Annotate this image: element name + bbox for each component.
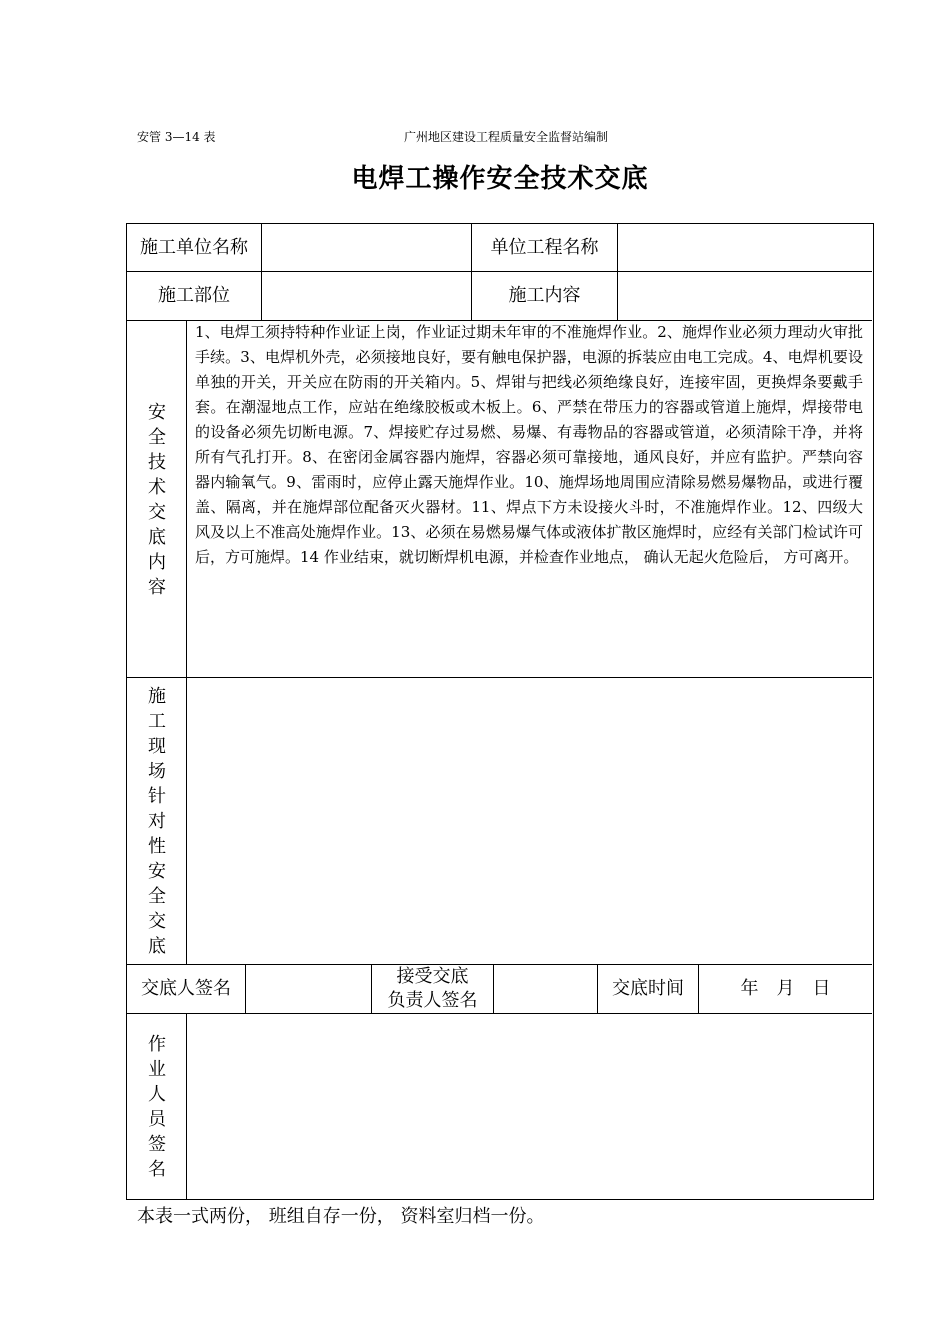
part-field[interactable]: [262, 272, 471, 320]
safety-content-text: 1、电焊工须持特种作业证上岗，作业证过期未年审的不准施焊作业。2、施焊作业必须力理动火审批手续。3、电焊机外壳，必须接地良好，要有触电保护器，电源的拆装应由电工完成。4、电焊机要设单独的开关，开关应在防雨的开关箱内。5、焊钳与把线必须绝缘良好，连接牢固，更换焊条要戴手套。在潮湿地点工作，应站在绝缘胶板或木板上。6、严禁在带压力的容器或管道上施焊，焊接带电的设备必须先切断电源。7、焊接贮存过易燃、易爆、有毒物品的容器或管道，必须清除干净，并将所有气孔打开。8、在密闭金属容器内施焊，容器必须可靠接地，通风良好，并应有监护。严禁向容器内输氧气。9、雷雨时，应停止露天施焊作业。10、施焊场地周围应清除易燃易爆物品，或进行覆盖、隔离，并在施焊部位配备灭火器材。11、焊点下方未设接火斗时，不准施焊作业。12、四级大风及以上不准高处施焊作业。13、必须在易燃易爆气体或液体扩散区施焊时，应经有关部门检试许可后，方可施焊。14 作业结束，就切断焊机电源，并检查作业地点， 确认无起火危险后， 方可离开。: [195, 323, 863, 566]
content-field[interactable]: [618, 272, 872, 320]
receiver-sign-field[interactable]: [494, 965, 597, 1013]
disclosure-form: [126, 223, 874, 1200]
workers-sign-field[interactable]: [187, 1014, 872, 1199]
footer-note: 本表一式两份， 班组自存一份， 资料室归档一份。: [137, 1206, 545, 1227]
unit-name-label: 施工单位名称: [140, 236, 248, 258]
part-label: 施工部位: [158, 285, 230, 306]
unit-name-field[interactable]: [262, 224, 471, 271]
project-name-label: 单位工程名称: [490, 236, 599, 258]
safety-content-label: 安全技术交底内容: [148, 402, 166, 598]
site-specific-field[interactable]: [187, 678, 872, 964]
site-specific-label: 施工现场针对性安全交底: [148, 686, 166, 957]
publisher: 广州地区建设工程质量安全监督站编制: [404, 130, 609, 144]
briefer-sign-label: 交底人签名: [141, 978, 231, 999]
briefer-sign-field[interactable]: [246, 965, 371, 1013]
content-label: 施工内容: [508, 285, 581, 306]
project-name-field[interactable]: [618, 224, 872, 271]
time-label: 交底时间: [612, 978, 684, 999]
receiver-sign-label-line2: 负责人签名: [387, 990, 478, 1011]
form-number: 安管 3—14 表: [137, 130, 216, 144]
workers-sign-label: 作业人员签名: [148, 1034, 166, 1180]
receiver-sign-label: [372, 965, 493, 1013]
page-title: 电焊工操作安全技术交底: [351, 164, 649, 194]
receiver-sign-label-line1: 接受交底: [396, 966, 469, 987]
date-field[interactable]: 年 月 日: [740, 978, 831, 999]
